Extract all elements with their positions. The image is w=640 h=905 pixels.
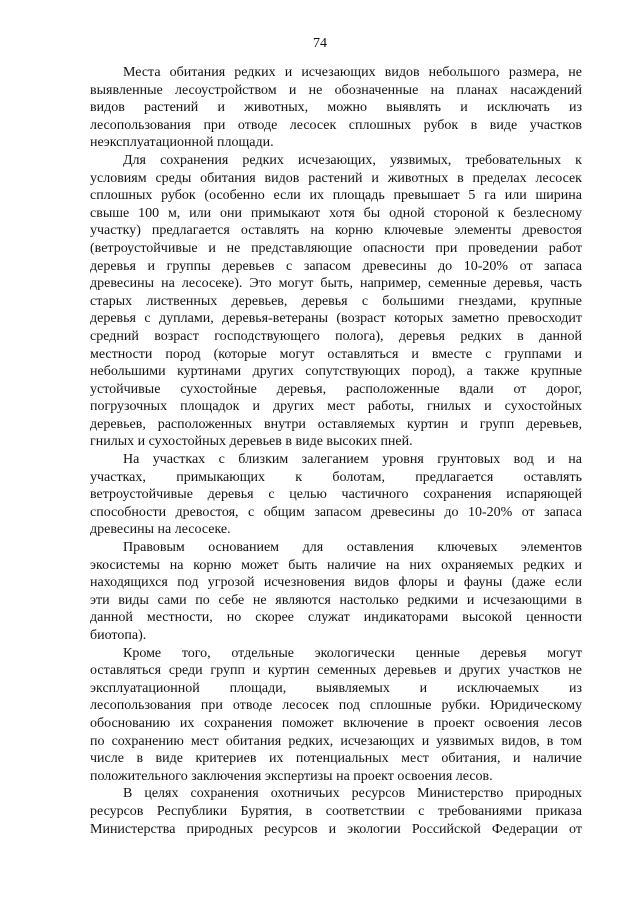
text-line: деревьев, расположенных внутри оставляемых куртин и групп деревьев, bbox=[90, 416, 582, 432]
text-line: способности древостоя, с общим запасом древесины до 10-20% от запаса bbox=[90, 504, 582, 520]
page-number: 74 bbox=[313, 36, 327, 51]
text-line: данной местности, но скорее служат индикаторами высокой ценности bbox=[90, 610, 582, 626]
body-text bbox=[90, 64, 582, 838]
text-line: свыше 100 м, или они примыкают хотя бы одной стороной к безлесному bbox=[90, 205, 582, 221]
text-line: (ветроустойчивые и не представляющие опасности при проведении работ bbox=[90, 240, 582, 256]
text-line: эти виды сами по себе не являются настолько редкими и исчезающими в bbox=[90, 592, 582, 608]
text-line: ресурсов Республики Бурятия, в соответствии с требованиями приказа bbox=[90, 803, 582, 819]
text-line: неэксплуатационной площади. bbox=[90, 135, 274, 151]
text-line: В целях сохранения охотничьих ресурсов Министерство природных bbox=[123, 786, 582, 802]
text-line: небольшими куртинами других сопутствующих пород), а также крупные bbox=[90, 364, 582, 380]
paragraph bbox=[90, 645, 582, 786]
text-line: средний возраст господствующего полога), деревья редких в данной bbox=[90, 328, 582, 344]
text-line: экосистемы на корню может быть наличие на них охраняемых редких и bbox=[90, 557, 582, 573]
text-line: деревья с дуплами, деревья-ветераны (возраст которых заметно превосходит bbox=[90, 311, 582, 327]
text-line: древесины на лесосеке). Это могут быть, например, семенные деревья, часть bbox=[90, 276, 582, 292]
text-line: погрузочных площадок и других мест работы, гнилых и сухостойных bbox=[90, 399, 582, 415]
text-line: участках, примыкающих к болотам, предлагается оставлять bbox=[90, 469, 582, 485]
paragraph bbox=[90, 64, 582, 152]
text-line: лесопользования при отводе лесосек сплошных рубок в виде участков bbox=[90, 117, 582, 133]
text-line: по сохранению мест обитания редких, исчезающих и уязвимых видов, в том bbox=[90, 733, 582, 749]
paragraph bbox=[90, 451, 582, 539]
text-line: сплошных рубок (особенно если их площадь превышает 5 га или ширина bbox=[90, 188, 582, 204]
text-line: Кроме того, отдельные экологически ценные деревья могут bbox=[123, 645, 582, 661]
text-line: Правовым основанием для оставления ключевых элементов bbox=[123, 540, 582, 556]
text-line: лесопользования при отводе лесосек под сплошные рубки. Юридическому bbox=[90, 698, 582, 714]
text-line: древесины на лесосеке. bbox=[90, 522, 231, 538]
text-line: обоснованию их сохранения поможет включение в проект освоения лесов bbox=[90, 715, 582, 731]
text-line: устойчивые сухостойные деревья, расположенные вдали от дорог, bbox=[90, 381, 582, 397]
text-line: Места обитания редких и исчезающих видов небольшого размера, не bbox=[123, 65, 582, 80]
text-line: положительного заключения экспертизы на проект освоения лесов. bbox=[90, 768, 493, 784]
paragraph bbox=[90, 539, 582, 645]
text-line: На участках с близким залеганием уровня грунтовых вод и на bbox=[123, 452, 582, 468]
text-line: эксплуатационной площади, выявляемых и исключаемых из bbox=[90, 680, 582, 696]
text-line: местности пород (которые могут оставляться и вместе с группами и bbox=[90, 346, 582, 362]
text-line: ветроустойчивые деревья с целью частичного сохранения испаряющей bbox=[90, 487, 582, 503]
paragraph bbox=[90, 785, 582, 838]
text-line: условиям среды обитания видов растений и животных в пределах лесосек bbox=[90, 170, 582, 186]
text-line: старых лиственных деревьев, деревья с большими гнездами, крупные bbox=[90, 293, 582, 309]
text-line: выявленные лесоустройством и не обозначенные на планах насаждений bbox=[90, 82, 582, 98]
text-line: оставляться среди групп и куртин семенных деревьев и других участков не bbox=[90, 663, 582, 679]
text-line: находящихся под угрозой исчезновения видов флоры и фауны (даже если bbox=[90, 575, 582, 591]
text-line: Министерства природных ресурсов и экологии Российской Федерации от bbox=[90, 821, 582, 837]
text-line: гнилых и сухостойных деревьев в виде высоких пней. bbox=[90, 434, 413, 450]
text-line: деревья и группы деревьев с запасом древесины до 10-20% от запаса bbox=[90, 258, 582, 274]
text-line: участку) предлагается оставлять на корню ключевые элементы древостоя bbox=[90, 223, 582, 239]
text-line: видов растений и животных, можно выявлять и исключать из bbox=[90, 100, 582, 116]
paragraph bbox=[90, 152, 582, 451]
text-line: числе в виде критериев их потенциальных мест обитания, и наличие bbox=[90, 751, 582, 767]
text-line: биотопа). bbox=[90, 628, 147, 643]
text-line: Для сохранения редких исчезающих, уязвимых, требовательных к bbox=[123, 152, 582, 168]
